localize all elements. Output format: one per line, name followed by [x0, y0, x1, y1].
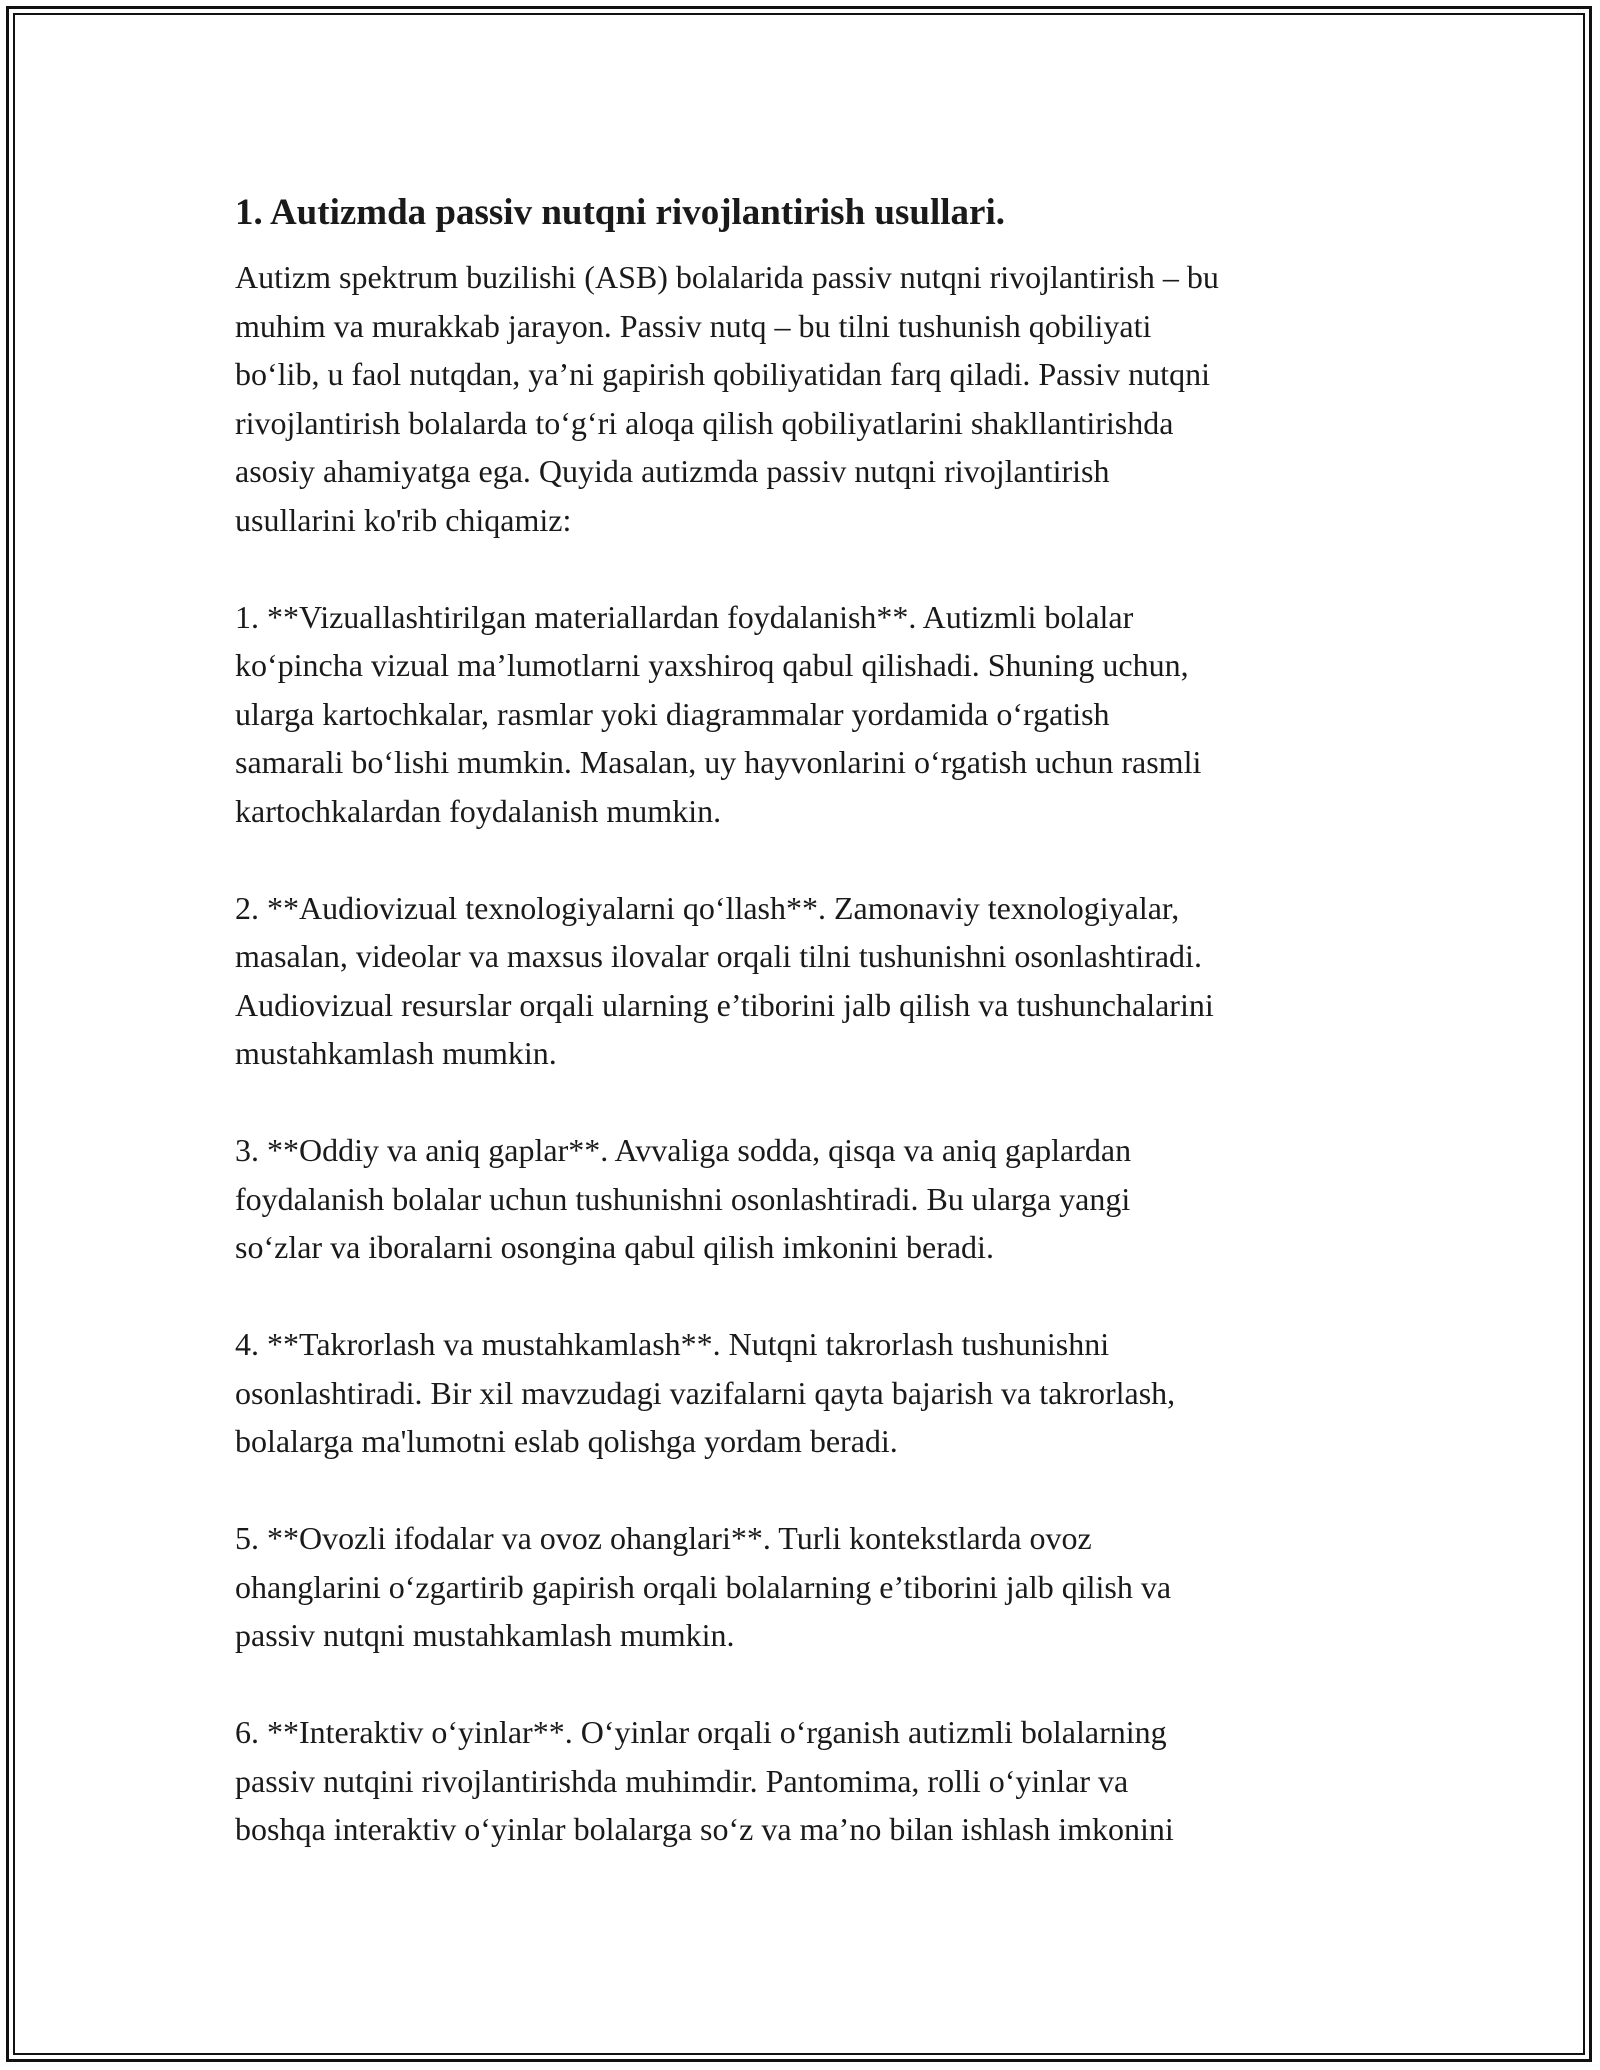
method-4-paragraph	[235, 1320, 1380, 1466]
intro-paragraph	[235, 253, 1380, 544]
text-line: boshqa interaktiv o‘yinlar bolalarga so‘z va ma’no bilan ishlash imkonini	[235, 1811, 1174, 1847]
text-line: bo‘lib, u faol nutqdan, ya’ni gapirish qobiliyatidan farq qiladi. Passiv nutqni	[235, 356, 1210, 392]
text-line: masalan, videolar va maxsus ilovalar orqali tilni tushunishni osonlashtiradi.	[235, 938, 1202, 974]
text-line: 5. **Ovozli ifodalar va ovoz ohanglari**. Turli kontekstlarda ovoz	[235, 1520, 1092, 1556]
text-line: bolalarga ma'lumotni eslab qolishga yordam beradi.	[235, 1423, 898, 1459]
text-line: foydalanish bolalar uchun tushunishni osonlashtiradi. Bu ularga yangi	[235, 1180, 1131, 1217]
text-line: ularga kartochkalar, rasmlar yoki diagrammalar yordamida o‘rgatish	[235, 695, 1110, 732]
text-line: asosiy ahamiyatga ega. Quyida autizmda passiv nutqni rivojlantirish	[235, 453, 1110, 489]
text-line: passiv nutqni mustahkamlash mumkin.	[235, 1617, 735, 1653]
text-line: Audiovizual resurslar orqali ularning e’tiborini jalb qilish va tushunchalarini	[235, 986, 1214, 1023]
text-line: 2. **Audiovizual texnologiyalarni qo‘llash**. Zamonaviy texnologiyalar,	[235, 889, 1180, 926]
section-heading: 1. Autizmda passiv nutqni rivojlantirish usullari.	[235, 192, 1005, 233]
text-line: muhim va murakkab jarayon. Passiv nutq – bu tilni tushunish qobiliyati	[235, 307, 1152, 344]
method-5-paragraph	[235, 1514, 1380, 1660]
text-line: usullarini ko'rib chiqamiz:	[235, 501, 572, 538]
text-line: ohanglarini o‘zgartirib gapirish orqali bolalarning e’tiborini jalb qilish va	[235, 1568, 1172, 1605]
method-2-paragraph	[235, 884, 1380, 1078]
text-line: 1. **Vizuallashtirilgan materiallardan foydalanish**. Autizmli bolalar	[235, 598, 1134, 635]
text-line: ko‘pincha vizual ma’lumotlarni yaxshiroq qabul qilishadi. Shuning uchun,	[235, 647, 1189, 683]
text-line: so‘zlar va iboralarni osongina qabul qilish imkonini beradi.	[235, 1229, 994, 1265]
text-line: 6. **Interaktiv o‘yinlar**. O‘yinlar orqali o‘rganish autizmli bolalarning	[235, 1714, 1167, 1750]
method-3-paragraph	[235, 1126, 1380, 1272]
document-body	[235, 188, 1380, 1902]
text-line: passiv nutqini rivojlantirishda muhimdir. Pantomima, rolli o‘yinlar va	[235, 1762, 1129, 1799]
text-line: samarali bo‘lishi mumkin. Masalan, uy hayvonlarini o‘rgatish uchun rasmli	[235, 744, 1202, 780]
text-line: kartochkalardan foydalanish mumkin.	[235, 792, 722, 829]
method-1-paragraph	[235, 593, 1380, 836]
method-6-paragraph	[235, 1708, 1380, 1854]
text-line: mustahkamlash mumkin.	[235, 1035, 557, 1071]
text-line: Autizm spektrum buzilishi (ASB) bolalarida passiv nutqni rivojlantirish – bu	[235, 259, 1219, 295]
text-line: osonlashtiradi. Bir xil mavzudagi vazifalarni qayta bajarish va takrorlash,	[235, 1374, 1176, 1411]
text-line: 3. **Oddiy va aniq gaplar**. Avvaliga sodda, qisqa va aniq gaplardan	[235, 1132, 1132, 1168]
text-line: 4. **Takrorlash va mustahkamlash**. Nutqni takrorlash tushunishni	[235, 1326, 1110, 1362]
text-line: rivojlantirish bolalarda to‘g‘ri aloqa qilish qobiliyatlarini shakllantirishda	[235, 404, 1174, 441]
